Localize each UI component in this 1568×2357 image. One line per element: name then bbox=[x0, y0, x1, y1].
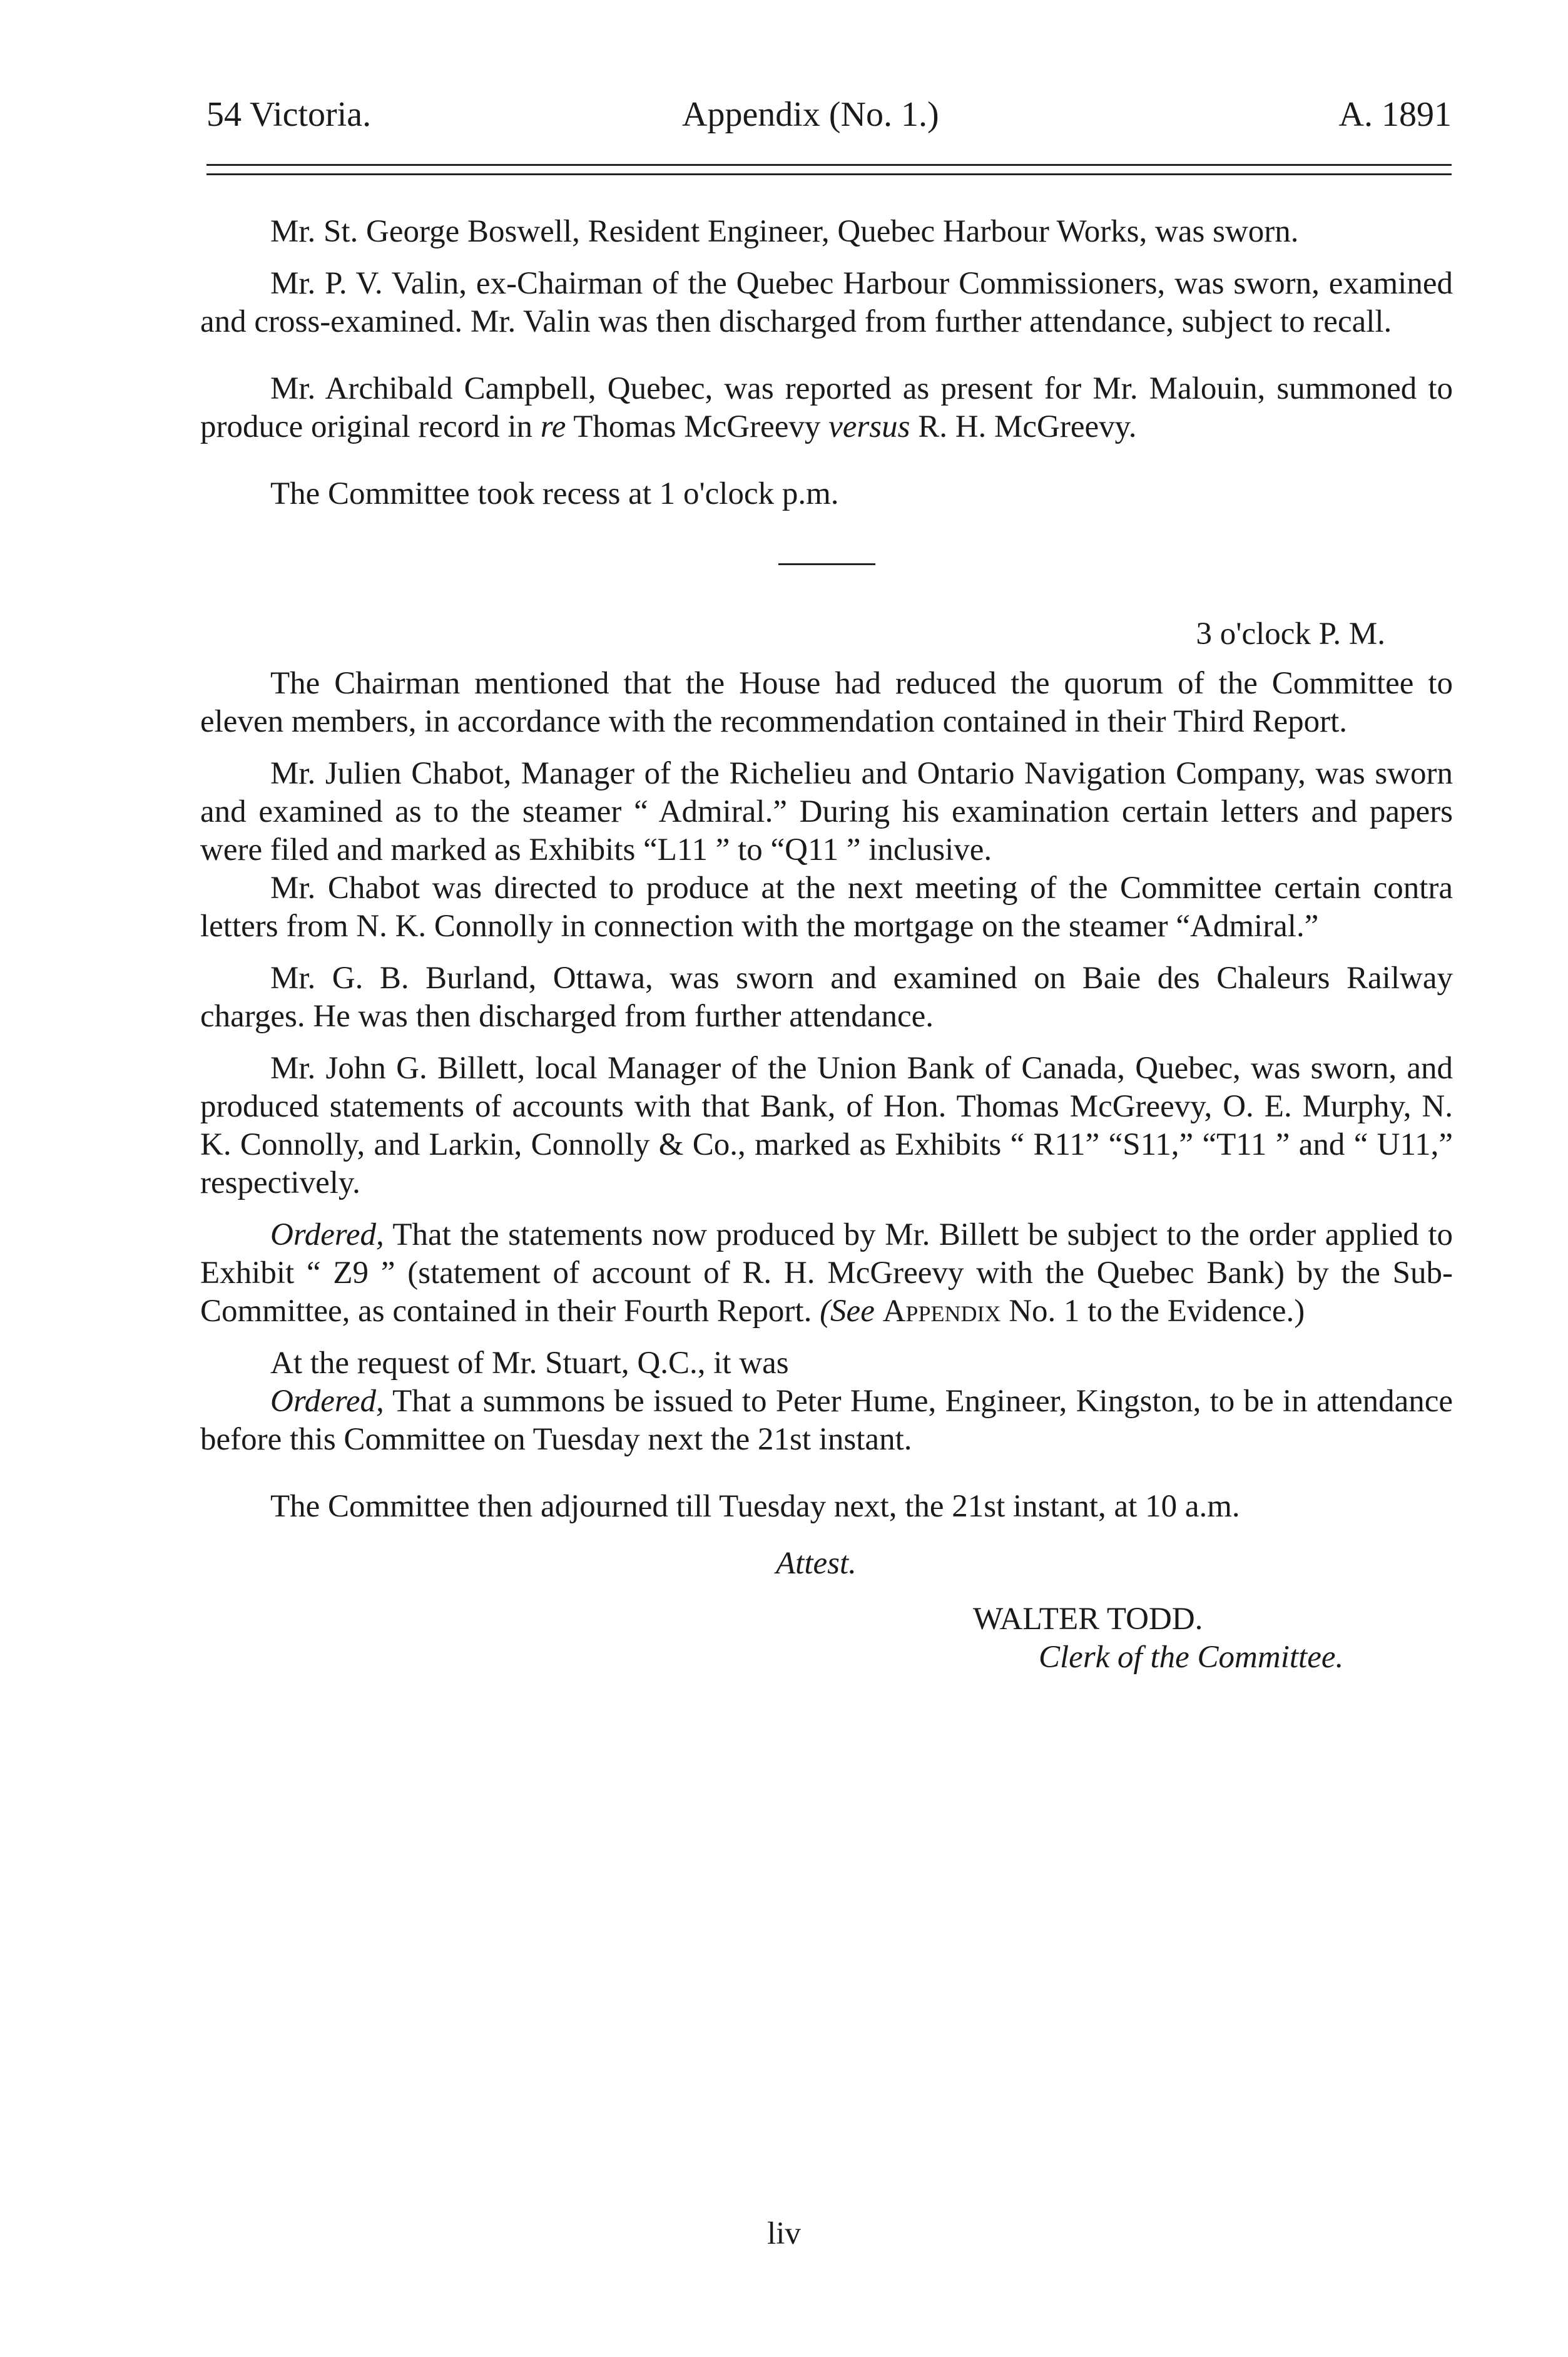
header-rule-bottom bbox=[206, 173, 1452, 175]
paragraph-billett: Mr. John G. Billett, local Manager of the Union Bank of Canada, Quebec, was sworn, and produced statements of accounts with that Bank, of Hon. Thomas McGreevy, O. E. Murphy, N. K. Connolly, and Larkin, Connolly & Co., marked as Exhibits “ R11” “S11,” “T11 ” and “ U11,” respectively. bbox=[200, 1051, 1453, 1200]
header-appendix: Appendix (No. 1.) bbox=[682, 95, 939, 134]
paragraph-valin: Mr. P. V. Valin, ex-Chairman of the Quebec Harbour Commissioners, was sworn, examined and cross-examined. Mr. Valin was then discharged from further attendance, subject to recall. bbox=[200, 266, 1453, 339]
section-divider bbox=[778, 563, 875, 565]
ordered-statements-text: That the statements now produced by Mr. Billett be subject to the order applied to Exhibit “ Z9 ” (statement of account of R. H. McGreevy with the Quebec Bank) by the Sub-Committee, as contained in their Fourth Report. bbox=[200, 1217, 1453, 1329]
afternoon-time: 3 o'clock P. M. bbox=[1196, 616, 1385, 652]
signature-title: Clerk of the Committee. bbox=[1039, 1640, 1344, 1675]
campbell-text-c: R. H. McGreevy. bbox=[910, 409, 1137, 444]
campbell-text-a: Mr. Archibald Campbell, Quebec, was reported as present for Mr. Malouin, summoned to produce original record in bbox=[200, 371, 1453, 444]
evidence-reference: No. 1 to the Evidence.) bbox=[1000, 1294, 1305, 1329]
see-reference: (See bbox=[820, 1294, 875, 1329]
paragraph-boswell: Mr. St. George Boswell, Resident Engineer, Quebec Harbour Works, was sworn. bbox=[270, 214, 1299, 249]
header-session: 54 Victoria. bbox=[206, 95, 372, 134]
minutes-body bbox=[200, 213, 1453, 1677]
campbell-re: re bbox=[540, 409, 566, 444]
paragraph-adjourned: The Committee then adjourned till Tuesday next, the 21st instant, at 10 a.m. bbox=[270, 1489, 1240, 1524]
paragraph-ordered-statements bbox=[200, 1216, 1453, 1331]
paragraph-stuart-request: At the request of Mr. Stuart, Q.C., it was bbox=[270, 1346, 789, 1381]
campbell-text-b: Thomas McGreevy bbox=[566, 409, 829, 444]
running-header bbox=[206, 93, 1452, 143]
paragraph-chabot-directed: Mr. Chabot was directed to produce at the next meeting of the Committee certain contra letters from N. K. Connolly in connection with the mortgage on the steamer “Admiral.” bbox=[200, 871, 1453, 944]
campbell-versus: versus bbox=[828, 409, 910, 444]
paragraph-recess: The Committee took recess at 1 o'clock p.m. bbox=[270, 476, 839, 511]
header-rule-top bbox=[206, 164, 1452, 166]
paragraph-campbell bbox=[200, 370, 1453, 446]
ordered-label: Ordered, bbox=[270, 1217, 384, 1252]
appendix-reference: Appendix bbox=[882, 1294, 1001, 1329]
paragraph-summons bbox=[200, 1383, 1453, 1459]
paragraph-quorum: The Chairman mentioned that the House had reduced the quorum of the Committee to eleven members, in accordance with the recommendation contained in their Third Report. bbox=[200, 666, 1453, 739]
signature-name: WALTER TODD. bbox=[973, 1602, 1203, 1637]
paragraph-chabot: Mr. Julien Chabot, Manager of the Richelieu and Ontario Navigation Company, was sworn and examined as to the steamer “ Admiral.” During his examination certain letters and papers were filed and marked as Exhibits “L11 ” to “Q11 ” inclusive. bbox=[200, 756, 1453, 867]
attest-label: Attest. bbox=[776, 1546, 857, 1581]
page-folio: liv bbox=[767, 2216, 801, 2251]
header-year: A. 1891 bbox=[1338, 95, 1452, 134]
summons-text: That a summons be issued to Peter Hume, Engineer, Kingston, to be in attendance before this Committee on Tuesday next the 21st instant. bbox=[200, 1384, 1453, 1457]
ordered-label-summons: Ordered, bbox=[270, 1384, 384, 1419]
paragraph-burland: Mr. G. B. Burland, Ottawa, was sworn and examined on Baie des Chaleurs Railway charges. He was then discharged from further attendance. bbox=[200, 961, 1453, 1034]
